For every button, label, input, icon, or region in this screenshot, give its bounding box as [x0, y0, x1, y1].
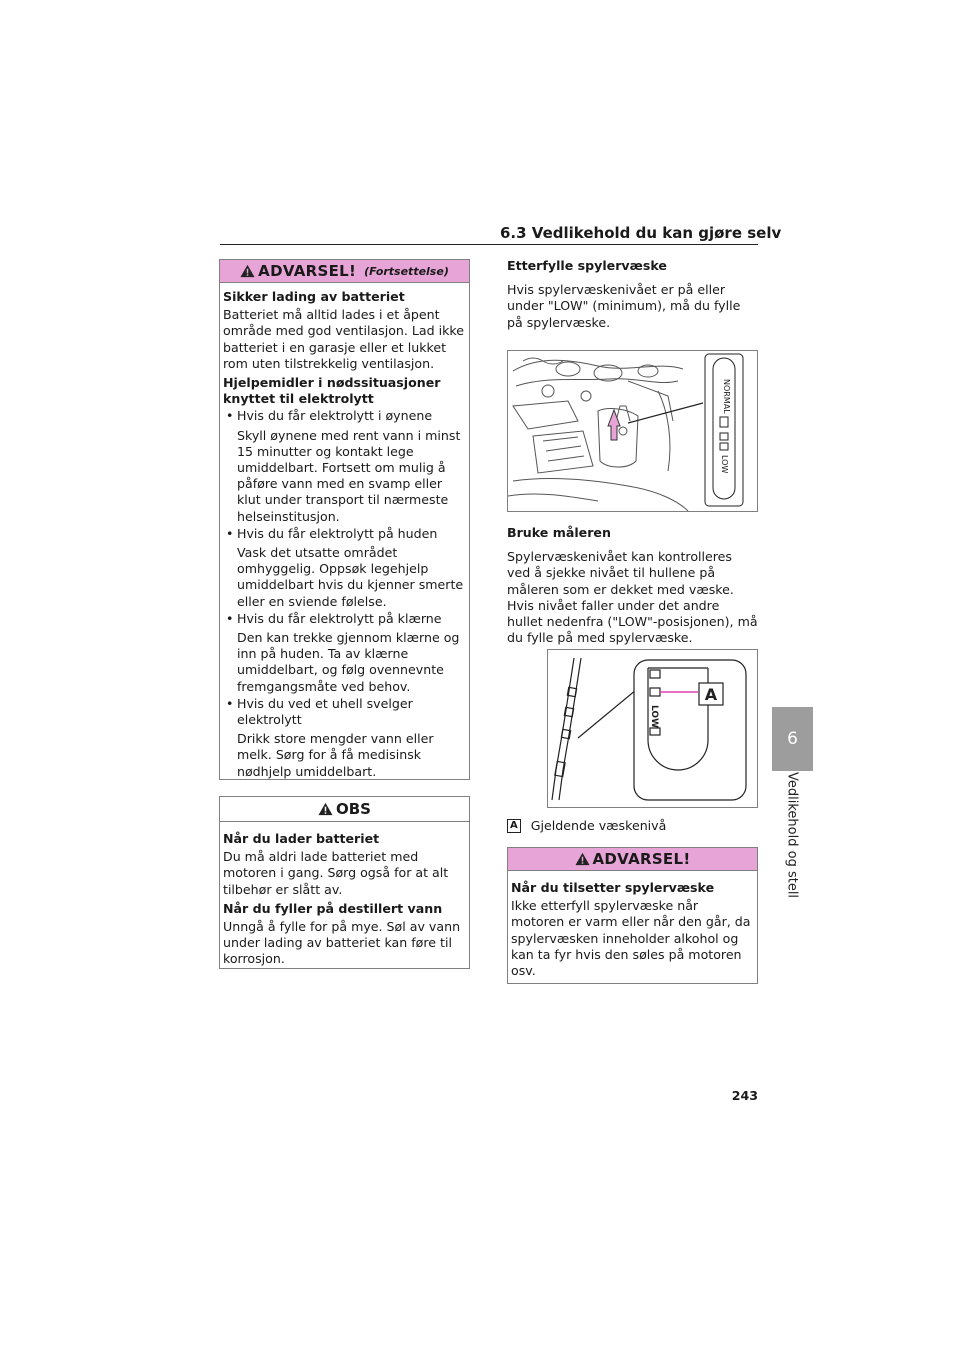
bullet-text: Den kan trekke gjennom klærne og inn på huden. Ta av klærne umiddelbart, og følg ovennevnte fremgangsmåte ved behov.: [237, 630, 460, 694]
notice-heading: Når du lader batteriet: [223, 831, 380, 846]
warning-body: [220, 283, 469, 788]
engine-bay-illustration: [508, 351, 757, 511]
caption-text: Gjeldende væskenivå: [530, 818, 667, 833]
caution-icon: [318, 802, 333, 816]
bullet-item: • Hvis du får elektrolytt på huden: [223, 526, 466, 542]
header-rule: [220, 244, 758, 245]
gauge-illustration: [548, 650, 757, 807]
notice-title: OBS: [336, 800, 371, 818]
warning-box-fluid: [507, 847, 758, 984]
gauge-section: [507, 525, 758, 646]
bullet-item: • Hvis du ved et uhell svelger elektrolytt: [223, 696, 466, 728]
callout-letter: A: [704, 685, 718, 704]
refill-heading: Etterfylle spylervæske: [507, 258, 667, 273]
warning-triangle-icon: [575, 852, 590, 866]
gauge-text: Spylervæskenivået kan kontrolleres ved å sjekke nivået til hullene på måleren som er dekket med væske. Hvis nivået faller under det andre hullet nedenfra ("LOW"-posisjonen), må du fylle på med spylervæske.: [507, 549, 758, 646]
chapter-number: 6: [787, 729, 798, 749]
bullet-text: Drikk store mengder vann eller melk. Sørg for å få medisinsk nødhjelp umiddelbart.: [237, 731, 434, 779]
gauge-heading: Bruke måleren: [507, 525, 611, 540]
bullet-text: Skyll øynene med rent vann i minst 15 minutter og kontakt lege umiddelbart. Fortsett om mulig å påføre vann med en svamp eller klut under transport til nærmeste helseinstitusjon.: [237, 427, 461, 524]
engine-bay-figure: [507, 350, 758, 512]
warning-title: ADVARSEL!: [592, 850, 691, 868]
notice-header: [220, 797, 469, 822]
figure-caption: [507, 818, 666, 833]
warning-triangle-icon: [240, 264, 255, 278]
page-number: 243: [731, 1088, 758, 1103]
notice-paragraph: Unngå å fylle for på mye. Søl av vann under lading av batteriet kan føre til korrosjon.: [223, 919, 461, 967]
warning-paragraph: Ikke etterfyll spylervæske når motoren er varm eller når den går, da spylervæsken inneholder alkohol og kan ta fyr hvis den søles på motoren osv.: [511, 898, 751, 979]
warning-continued: (Fortsettelse): [364, 264, 449, 278]
bullet-item: • Hvis du får elektrolytt i øynene: [223, 408, 466, 424]
chapter-label: [766, 771, 818, 899]
chapter-tab[interactable]: [772, 707, 813, 771]
warning-box-header: [508, 848, 757, 871]
refill-section: [507, 258, 758, 331]
gauge-low-label: LOW: [649, 705, 659, 728]
bullet-text: Vask det utsatte området omhyggelig. Oppsøk legehjelp umiddelbart hvis du kjenner smerte eller en sviende følelse.: [237, 545, 464, 609]
warning-heading: Sikker lading av batteriet: [223, 289, 405, 304]
warning-box-header: [220, 260, 469, 283]
notice-heading: Når du fyller på destillert vann: [223, 900, 443, 916]
warning-box-continued: [219, 259, 470, 780]
normal-label: NORMAL: [722, 379, 731, 414]
warning-heading: Når du tilsetter spylervæske: [511, 880, 715, 895]
bullet-item: • Hvis du får elektrolytt på klærne: [223, 611, 466, 627]
low-label: LOW: [720, 455, 729, 474]
warning-paragraph: Batteriet må alltid lades i et åpent område med god ventilasjon. Lad ikke batteriet i en garasje eller et lukket rom uten tilstrekkelig ventilasjon.: [223, 307, 465, 371]
refill-text: Hvis spylervæskenivået er på eller under "LOW" (minimum), må du fylle på spylervæske.: [507, 282, 741, 330]
section-title: 6.3 Vedlikehold du kan gjøre selv: [500, 224, 782, 242]
warning-heading: Hjelpemidler i nødssituasjoner knyttet til elektrolytt: [223, 375, 441, 407]
chapter-label-text: Vedlikehold og stell: [784, 771, 800, 899]
notice-body: [220, 822, 469, 979]
notice-box: [219, 796, 470, 969]
caption-letter: A: [507, 819, 521, 833]
gauge-figure: [547, 649, 758, 808]
notice-paragraph: Du må aldri lade batteriet med motoren i gang. Sørg også for at alt tilbehør er slått av.: [223, 849, 449, 897]
warning-title: ADVARSEL!: [258, 262, 357, 280]
warning-body: [508, 871, 757, 990]
